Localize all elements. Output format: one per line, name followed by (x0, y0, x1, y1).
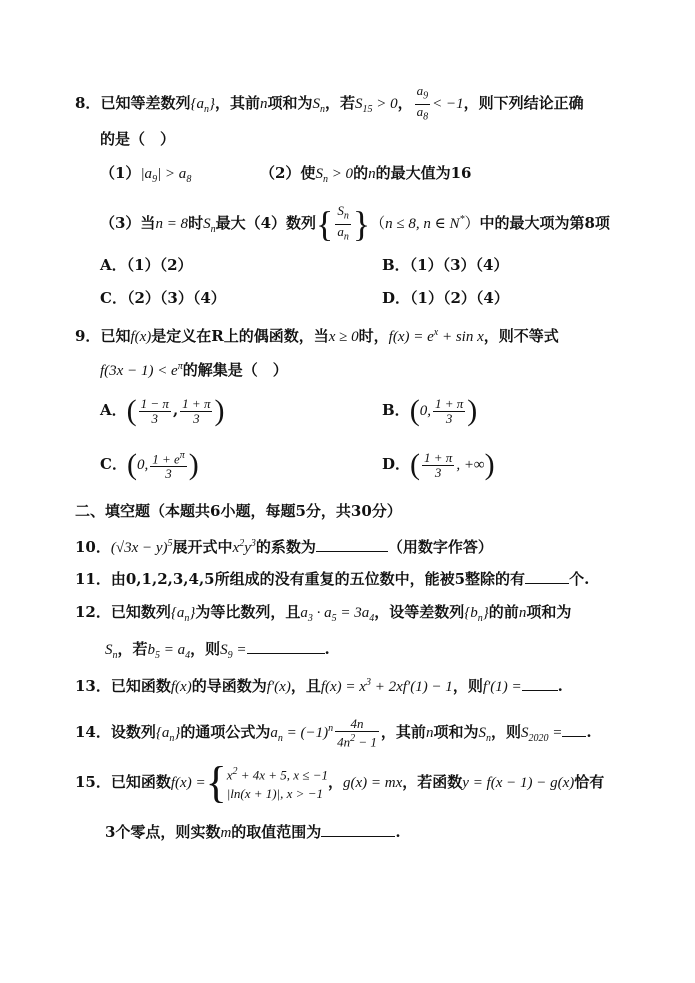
q8-statement-3-4: （3）当n = 8时$S_n$最大（4）数列{ $\frac{S_n}{a_n}$ }（n ≤ 8, n ∈ N*）中的最大项为第8项 (100, 203, 610, 245)
q12-text: 为等比数列，且 (195, 603, 301, 621)
q15-answer-blank[interactable] (321, 820, 395, 837)
q8-option-a[interactable]: A．（1）（2） (100, 256, 193, 274)
q13-text: ，且 (290, 677, 321, 695)
q8-line2: 的是（ ） (100, 130, 176, 148)
q14-answer-blank[interactable] (562, 720, 586, 737)
q14-text: 设数列 (110, 723, 156, 741)
q8-text: ，其前 (214, 94, 260, 113)
q15-text: 的取值范围为 (231, 823, 322, 841)
q12-text: 已知数列 (110, 603, 171, 621)
q8-text: ，则下列结论正确 (463, 94, 584, 113)
q9-option-c[interactable]: C．(0, $\frac{1 + e^\pi}{3}$ ) (100, 448, 199, 482)
q11-line (75, 567, 589, 590)
q15-text: 3个零点，则实数 (105, 823, 221, 841)
q9-text: ，则不等式 (483, 327, 559, 345)
q8-text: 已知等差数列 (100, 94, 191, 113)
q8-text: 时 (188, 214, 204, 233)
q12-number: 12． (75, 603, 111, 621)
q8-text: （3）当 (100, 214, 156, 233)
q13-text: 的导函数为 (191, 677, 267, 695)
q9-option-label: D． (382, 455, 411, 473)
q13-text: . (557, 677, 563, 695)
q13-line: 13．已知函数f(x)的导函数为f′(x)，且$f(x) = x^3 + 2xf'(1) - 1$，则f′(1) = . (75, 672, 563, 698)
q14-text: . (586, 723, 592, 741)
q9-option-label: B． (382, 401, 410, 419)
q12-text: 的前 (488, 603, 519, 621)
q13-text: 已知函数 (110, 677, 171, 695)
q15-text: ， (327, 773, 343, 791)
q14-text: 的通项公式为 (180, 723, 271, 741)
q8-line1: 8．已知等差数列$\{a_n\}$，其前n项和为$S_n$，若$S_{15} > 0$， $\frac{a_9}{a_8}$ < −1，则下列结论正确 (75, 83, 584, 123)
q9-number: 9． (75, 327, 101, 345)
q9-text: 的解集是（ ） (182, 361, 288, 379)
q8-option-c[interactable]: C．（2）（3）（4） (100, 289, 226, 307)
q9-text: 是定义在R上的偶函数，当 (151, 327, 329, 345)
q9-line1: 9．已知f(x)是定义在R上的偶函数，当x ≥ 0时，$f(x) = e^x + \sin x$，则不等式 (75, 327, 559, 345)
q12-text: ，若 (117, 640, 148, 658)
q9-option-b[interactable]: B．(0, $\frac{1 + \pi}{3}$ ) (382, 394, 478, 427)
q15-text: 已知函数 (110, 773, 171, 791)
q8-text: ， (397, 94, 413, 113)
q14-text: 项和为 (433, 723, 479, 741)
q8-text: 中的最大项为第8项 (479, 214, 610, 233)
q14-number: 14． (75, 723, 111, 741)
q11-number: 11． (75, 570, 111, 588)
q9-text: 时， (358, 327, 389, 345)
q13-text: ，则 (452, 677, 483, 695)
q8-text: （1） (100, 164, 141, 182)
q14-text: ，则 (490, 723, 521, 741)
q9-option-label: C． (100, 455, 127, 473)
q10-answer-blank[interactable] (316, 535, 388, 552)
q13-number: 13． (75, 677, 111, 695)
q8-option-b[interactable]: B．（1）（3）（4） (382, 256, 509, 274)
q15-line1: 15．已知函数f(x) ={ $x^2 + 4x + 5$, x ≤ −1 |ln(x + 1)|, x > −1 ，g(x) = mx，若函数y = f(x − 1) − g(x)恰有 (75, 758, 605, 807)
q13-answer-blank[interactable] (522, 674, 558, 691)
q11-text: 个. (569, 570, 590, 588)
q9-option-d[interactable]: D．( $\frac{1 + \pi}{3}$ , +∞) (382, 448, 495, 481)
q15-line2: 3个零点，则实数m的取值范围为 . (105, 820, 401, 844)
q8-option-d[interactable]: D．（1）（2）（4） (382, 289, 509, 307)
q12-answer-blank[interactable] (247, 637, 325, 654)
q10-text: （用数字作答） (387, 538, 493, 556)
q8-statement-2: （2）使$S_n > 0$的n的最大值为16 (260, 164, 472, 185)
q11-answer-blank[interactable] (525, 567, 569, 584)
q10-number: 10． (75, 538, 111, 556)
q11-text: 由0,1,2,3,4,5所组成的没有重复的五位数中，能被5整除的有 (110, 570, 526, 588)
q9-line2: $f(3x - 1) < e^\pi$的解集是（ ） (100, 361, 288, 379)
q12-text: . (324, 640, 330, 658)
section-heading: 二、填空题（本题共6小题，每题5分，共30分） (75, 502, 402, 520)
q12-line2: $S_n$，若$b_5 = a_4$，则$S_9$ = . (105, 637, 330, 667)
q14-line: 14．设数列$\{a_n\}$的通项公式为$a_n = (-1)^n$ $\frac{4n}{4n^2 - 1}$ ，其前n项和为$S_n$，则$S_{2020}$ = . (75, 715, 592, 750)
q12-line1: 12．已知数列$\{a_n\}$为等比数列，且$a_3 \cdot a_5 = 3a_4$，设等差数列$\{b_n\}$的前n项和为 (75, 603, 572, 624)
q8-text: （2）使 (260, 164, 316, 182)
q8-text: 最大（4）数列 (215, 214, 317, 233)
q15-text: 恰有 (574, 773, 605, 791)
q10-text: 展开式中 (172, 538, 233, 556)
q8-statement-1: $(1)|a_9| > a_8$ (100, 164, 192, 185)
q9-option-a[interactable]: A．( $\frac{1 - \pi}{3}$ , $\frac{1 + \pi}{3}$ ) (100, 394, 225, 427)
q9-text: 已知 (100, 327, 131, 345)
q12-text: 项和为 (526, 603, 572, 621)
q8-text: ，若 (324, 94, 355, 113)
q8-text: 的最大值为16 (375, 164, 472, 182)
q8-number: 8． (75, 94, 101, 113)
q15-text: ，若函数 (402, 773, 463, 791)
q8-text: 的 (353, 164, 369, 182)
q8-text: 项和为 (267, 94, 313, 113)
q12-text: ，设等差数列 (374, 603, 465, 621)
q12-text: ，则 (190, 640, 221, 658)
q15-text: . (395, 823, 401, 841)
q10-line: 10．$(√3x - y)^5$展开式中$x^2y^3$的系数为 （用数字作答） (75, 533, 493, 559)
q14-text: ，其前 (380, 723, 426, 741)
q10-text: 的系数为 (255, 538, 316, 556)
q15-number: 15． (75, 773, 111, 791)
q9-option-label: A． (100, 401, 127, 419)
